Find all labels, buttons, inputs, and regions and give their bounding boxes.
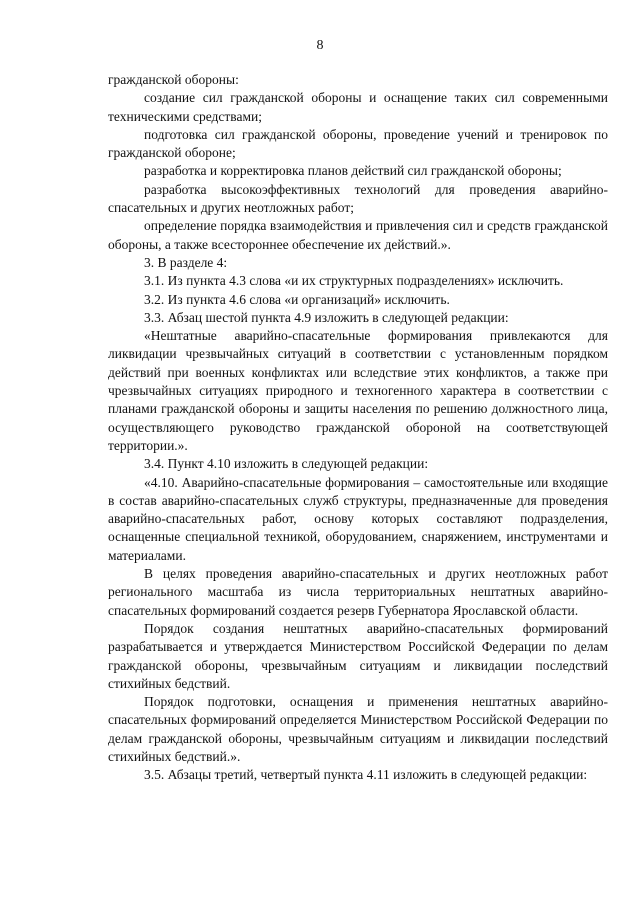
paragraph-quoted-text: «Нештатные аварийно-спасательные формирования привлекаются для ликвидации чрезвычайных ситуаций в соответствии с установленным порядком действий при военных конфликтах или вследствие этих конфликтов, а также при чрезвычайных ситуациях природного и техногенного характера в соответствии с планами гражданской обороны и защиты населения по решению должностного лица, осуществляющего руководство гражданской обороной на соответствующей территории.». xyxy=(108,328,608,453)
paragraph-list-item: подготовка сил гражданской обороны, проведение учений и тренировок по гражданской обороне; xyxy=(108,126,608,161)
paragraph-list-item: определение порядка взаимодействия и привлечения сил и средств гражданской обороны, а также всестороннее обеспечение их действий.». xyxy=(108,218,608,252)
paragraph-section-heading: 3. В разделе 4: xyxy=(144,254,228,270)
paragraph-list-item: разработка высокоэффективных технологий для проведения аварийно-спасательных и других неотложных работ; xyxy=(108,181,608,216)
paragraph-amendment: 3.2. Из пункта 4.6 слова «и организаций» исключить. xyxy=(144,291,450,307)
paragraph-amendment: 3.1. Из пункта 4.3 слова «и их структурных подразделениях» исключить. xyxy=(144,273,564,289)
paragraph-list-item: создание сил гражданской обороны и оснащение таких сил современными техническими средствами; xyxy=(108,90,608,124)
paragraph-quoted-text: Порядок создания нештатных аварийно-спасательных формирований разрабатывается и утверждается Министерством Российской Федерации по делам гражданской обороны, чрезвычайным ситуациям и ликвидации последствий стихийных бедствий. xyxy=(108,620,608,691)
paragraph-quoted-text: Порядок подготовки, оснащения и применения нештатных аварийно-спасательных формирований определяется Министерством Российской Федерации по делам гражданской обороны, чрезвычайным ситуациям и ликвидации последствий стихийных бедствий.». xyxy=(108,694,608,764)
paragraph-quoted-text: «4.10. Аварийно-спасательные формирования – самостоятельные или входящие в состав аварийно-спасательных служб структуры, предназначенные для проведения аварийно-спасательных работ, основу которых составляют подразделения, оснащенные специальной техникой, оборудованием, снаряжением, инструментами и материалами. xyxy=(108,474,608,563)
paragraph-continuation: гражданской обороны: xyxy=(108,72,239,87)
paragraph-quoted-text: В целях проведения аварийно-спасательных и других неотложных работ регионального масштаба из числа территориальных нештатных аварийно-спасательных формирований создается резерв Губернатора Ярославской области. xyxy=(108,566,608,618)
paragraph-amendment: 3.4. Пункт 4.10 изложить в следующей редакции: xyxy=(144,456,429,472)
document-body xyxy=(108,71,608,785)
page-number: 8 xyxy=(316,38,324,53)
paragraph-amendment: 3.3. Абзац шестой пункта 4.9 изложить в следующей редакции: xyxy=(144,309,509,325)
paragraph-list-item: разработка и корректировка планов действий сил гражданской обороны; xyxy=(144,163,562,179)
paragraph-amendment: 3.5. Абзацы третий, четвертый пункта 4.11 изложить в следующей редакции: xyxy=(144,767,588,783)
